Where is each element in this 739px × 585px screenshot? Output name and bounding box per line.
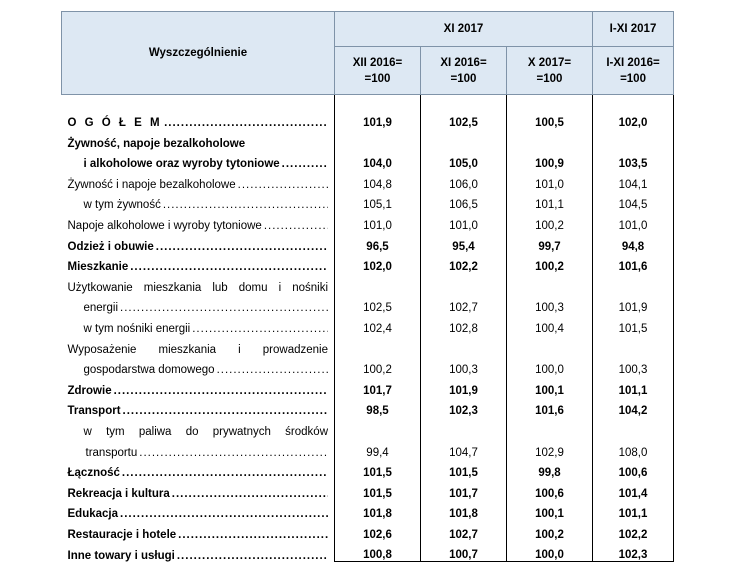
value-cell [593,129,674,150]
row-label: Transport [67,405,121,418]
table-row [62,314,674,335]
col-header-3: X 2017= =100 [507,47,593,95]
value-cell: 102,5 [335,294,421,315]
leader-dots [139,447,328,459]
row-label: Odzież i obuwie [67,240,154,253]
value-cell: 101,0 [421,211,507,232]
row-label: Rekreacja i kultura [67,487,170,500]
row-label: Edukacja [67,508,118,521]
table-row [62,232,674,253]
table-row [62,273,674,294]
value-cell: 102,0 [335,253,421,274]
value-cell [335,335,421,356]
value-cell: 100,2 [507,211,593,232]
leader-dots [238,179,328,191]
value-cell: 100,0 [507,541,593,562]
spacer-row [62,95,674,108]
value-cell: 101,8 [335,500,421,521]
value-cell: 102,0 [593,107,674,129]
leader-dots [217,364,328,376]
value-cell: 101,5 [335,479,421,500]
leader-dots [172,488,328,500]
value-cell: 101,0 [507,170,593,191]
row-label-cell [62,479,335,500]
row-label-cell [62,500,335,521]
value-cell: 104,5 [593,191,674,212]
table-row [62,150,674,171]
row-label: Użytkowanie mieszkania lub domu i nośniki [67,281,328,294]
row-label-cell [62,191,335,212]
value-cell: 102,8 [421,314,507,335]
value-cell: 100,1 [507,376,593,397]
row-label-cell [62,273,335,294]
value-cell: 102,7 [421,294,507,315]
value-cell: 102,5 [421,107,507,129]
leader-dots [120,302,328,314]
col-header-2: XI 2016= =100 [421,47,507,95]
value-cell [507,335,593,356]
value-cell: 100,2 [335,356,421,377]
value-cell: 105,1 [335,191,421,212]
row-label-cell [62,417,335,438]
row-label: gospodarstwa domowego [83,364,215,377]
row-label-cell [62,356,335,377]
value-cell: 99,4 [335,438,421,459]
value-cell: 100,3 [507,294,593,315]
leader-dots [120,508,328,520]
table-row [62,500,674,521]
row-label-cell [62,211,335,232]
value-cell: 102,3 [593,541,674,562]
value-cell [593,273,674,294]
value-cell: 106,5 [421,191,507,212]
value-cell: 102,3 [421,397,507,418]
value-cell [507,417,593,438]
value-cell: 101,4 [593,479,674,500]
price-index-table-container [61,11,673,562]
row-label: Zdrowie [67,384,112,397]
leader-dots [163,199,328,211]
table-row [62,397,674,418]
table-row [62,356,674,377]
table-row [62,107,674,129]
value-cell: 100,1 [507,500,593,521]
value-cell: 100,6 [507,479,593,500]
stub-header: Wyszczególnienie [62,12,335,95]
table-row [62,129,674,150]
row-label-cell [62,107,335,129]
value-cell: 99,8 [507,459,593,480]
row-label-cell [62,376,335,397]
value-cell: 101,0 [593,211,674,232]
table-row [62,253,674,274]
col-header-1: XII 2016= =100 [335,47,421,95]
value-cell: 100,3 [593,356,674,377]
row-label: Napoje alkoholowe i wyroby tytoniowe [67,219,262,232]
value-cell [421,129,507,150]
value-cell [335,417,421,438]
row-label-cell [62,232,335,253]
value-cell [593,417,674,438]
value-cell: 99,7 [507,232,593,253]
table-row [62,459,674,480]
value-cell: 104,2 [593,397,674,418]
leader-dots [192,323,328,335]
value-cell: 101,9 [335,107,421,129]
table-row [62,520,674,541]
table-row [62,211,674,232]
value-cell: 106,0 [421,170,507,191]
value-cell: 102,2 [593,520,674,541]
value-cell: 101,9 [421,376,507,397]
value-cell: 104,1 [593,170,674,191]
row-label-cell [62,335,335,356]
table-row [62,191,674,212]
value-cell: 100,0 [507,356,593,377]
col-header-4: I-XI 2016= =100 [593,47,674,95]
value-cell: 101,8 [421,500,507,521]
value-cell: 100,3 [421,356,507,377]
value-cell: 103,5 [593,150,674,171]
table-row [62,541,674,562]
table-row [62,479,674,500]
row-label: transportu [85,446,138,459]
value-cell: 102,7 [421,520,507,541]
value-cell [507,273,593,294]
value-cell: 100,2 [507,253,593,274]
value-cell: 102,9 [507,438,593,459]
value-cell [421,335,507,356]
value-cell: 100,6 [593,459,674,480]
row-label-cell [62,294,335,315]
value-cell: 105,0 [421,150,507,171]
value-cell [593,335,674,356]
value-cell: 101,1 [593,500,674,521]
value-cell: 100,5 [507,107,593,129]
leader-dots [156,241,328,253]
value-cell: 96,5 [335,232,421,253]
row-label: w tym nośniki energii [83,322,191,335]
value-cell: 104,8 [335,170,421,191]
row-label: Restauracje i hotele [67,528,177,541]
value-cell: 98,5 [335,397,421,418]
value-cell: 101,5 [335,459,421,480]
row-label: Łączność [67,467,120,480]
value-cell [335,129,421,150]
row-label: Inne towary i usługi [67,549,175,562]
value-cell: 102,6 [335,520,421,541]
leader-dots [130,261,328,273]
table-body [62,95,674,562]
value-cell: 104,0 [335,150,421,171]
value-cell: 102,2 [421,253,507,274]
row-label-cell [62,397,335,418]
value-cell: 101,5 [593,314,674,335]
row-label-cell [62,541,335,562]
value-cell: 100,2 [507,520,593,541]
row-label: w tym żywność [83,199,161,212]
value-cell: 104,7 [421,438,507,459]
value-cell: 100,8 [335,541,421,562]
price-index-table [61,11,674,562]
table-header [62,12,674,95]
table-row [62,170,674,191]
row-label-cell [62,170,335,191]
table-row [62,417,674,438]
row-label-cell [62,314,335,335]
table-row [62,335,674,356]
value-cell: 108,0 [593,438,674,459]
table-row [62,376,674,397]
row-label: energii [83,302,119,315]
group-header-i-xi-2017: I-XI 2017 [593,12,674,47]
value-cell: 101,5 [421,459,507,480]
value-cell [507,129,593,150]
leader-dots [123,405,328,417]
value-cell: 100,9 [507,150,593,171]
value-cell: 100,7 [421,541,507,562]
value-cell [421,273,507,294]
row-label-cell [62,459,335,480]
row-label-cell [62,150,335,171]
leader-dots [122,467,328,479]
value-cell: 101,1 [593,376,674,397]
table-row [62,294,674,315]
row-label: w tym paliwa do prywatnych środków [83,425,328,438]
row-label-cell [62,129,335,150]
value-cell: 101,1 [507,191,593,212]
table-row [62,438,674,459]
value-cell: 100,4 [507,314,593,335]
leader-dots [282,158,328,170]
row-label-cell [62,253,335,274]
row-label: Mieszkanie [67,261,129,274]
leader-dots [164,117,328,129]
row-label-cell [62,438,335,459]
row-label: Żywność i napoje bezalkoholowe [67,178,236,191]
group-header-xi-2017: XI 2017 [335,12,593,47]
value-cell: 101,7 [421,479,507,500]
value-cell: 95,4 [421,232,507,253]
value-cell: 101,7 [335,376,421,397]
leader-dots [114,385,328,397]
value-cell: 101,6 [507,397,593,418]
leader-dots [178,529,328,541]
leader-dots [264,220,328,232]
row-label: O G Ó Ł E M [67,117,163,129]
value-cell: 101,6 [593,253,674,274]
value-cell: 102,4 [335,314,421,335]
row-label-cell [62,520,335,541]
value-cell: 94,8 [593,232,674,253]
leader-dots [177,550,328,562]
row-label: Żywność, napoje bezalkoholowe [67,137,246,150]
value-cell [421,417,507,438]
value-cell: 101,0 [335,211,421,232]
value-cell [335,273,421,294]
row-label: i alkoholowe oraz wyroby tytoniowe [83,158,280,171]
value-cell: 101,9 [593,294,674,315]
row-label: Wyposażenie mieszkania i prowadzenie [67,343,328,356]
